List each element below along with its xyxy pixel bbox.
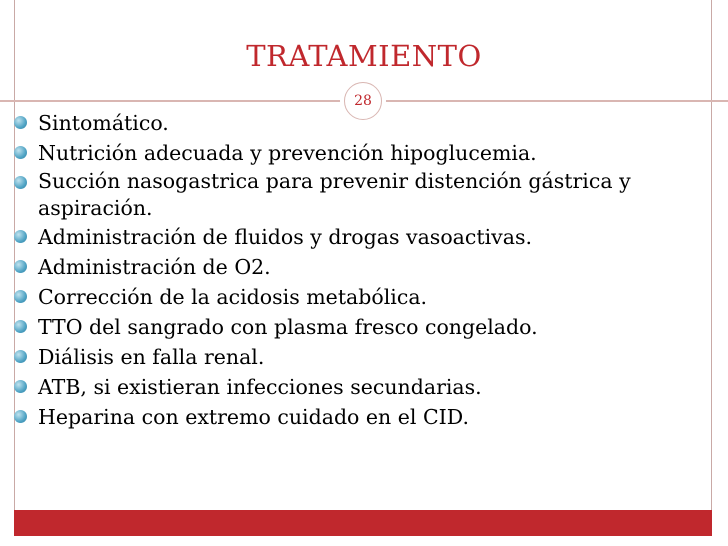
list-item: [0, 222, 700, 252]
bullet-icon: [14, 116, 27, 129]
bullet-text: Diálisis en falla renal.: [38, 345, 265, 369]
list-item: [0, 282, 700, 312]
bullet-text: Nutrición adecuada y prevención hipoglucemia.: [38, 141, 537, 165]
bullet-text: Succión nasogastrica para prevenir distención gástrica y aspiración.: [38, 169, 631, 220]
bullet-text: TTO del sangrado con plasma fresco congelado.: [38, 315, 538, 339]
list-item: [0, 108, 700, 138]
footer-accent-bar: [14, 510, 712, 536]
list-item: [0, 312, 700, 342]
bullet-icon: [14, 410, 27, 423]
bullet-icon: [14, 176, 27, 189]
bullet-icon: [14, 146, 27, 159]
list-item: [0, 402, 700, 432]
bullet-text: Administración de fluidos y drogas vasoactivas.: [38, 225, 533, 249]
bullet-icon: [14, 290, 27, 303]
bullet-text: Sintomático.: [38, 111, 169, 135]
page-number: 28: [354, 93, 372, 109]
slide-title: TRATAMIENTO: [246, 39, 482, 73]
list-item: [0, 252, 700, 282]
bullet-icon: [14, 260, 27, 273]
bullet-text: Administración de O2.: [38, 255, 271, 279]
bullet-icon: [14, 320, 27, 333]
list-item: [0, 342, 700, 372]
bullet-list: [0, 108, 700, 432]
bullet-icon: [14, 380, 27, 393]
bullet-icon: [14, 350, 27, 363]
list-item: [0, 372, 700, 402]
list-item: [0, 168, 700, 222]
bullet-text: Heparina con extremo cuidado en el CID.: [38, 405, 469, 429]
list-item: [0, 138, 700, 168]
bullet-text: Corrección de la acidosis metabólica.: [38, 285, 428, 309]
bullet-text: ATB, si existieran infecciones secundarias.: [38, 375, 482, 399]
bullet-icon: [14, 230, 27, 243]
